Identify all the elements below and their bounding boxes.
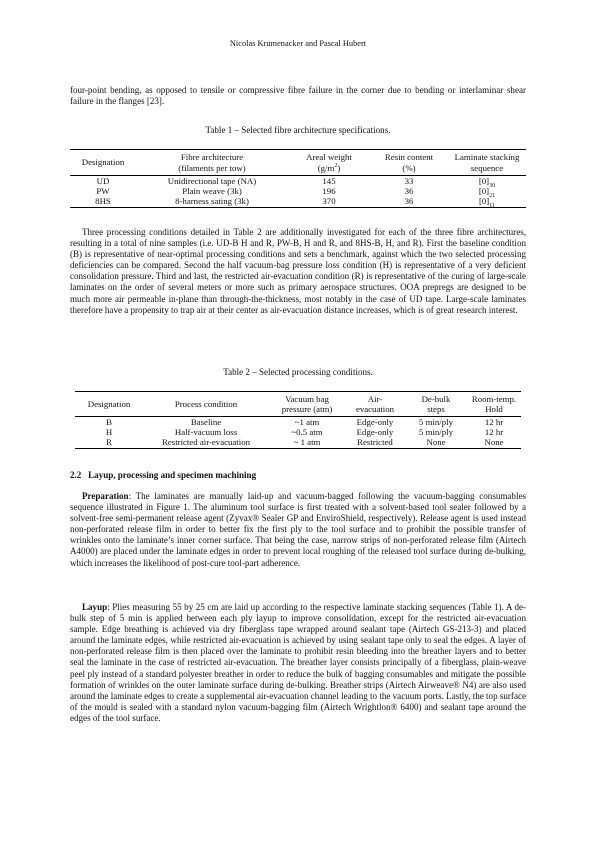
section-heading bbox=[70, 470, 526, 480]
cell-debulk: None bbox=[426, 437, 446, 448]
table2 bbox=[75, 391, 521, 449]
cell-stack: $[0]_{30}$ bbox=[478, 176, 496, 189]
cell-vac: ~0.5 atm bbox=[291, 427, 323, 438]
cell-fibre: Plain weave (3k) bbox=[182, 186, 242, 197]
intro-paragraph: four-point bending, as opposed to tensile or compressive fibre failure in the corner due to bending or interlaminar shear failure in the flanges [23]. bbox=[70, 85, 526, 107]
cell-debulk: 5 min/ply bbox=[419, 417, 453, 427]
table2-col-vac: Vacuum bag pressure (atm) bbox=[269, 392, 345, 417]
layup-label: Layup bbox=[82, 602, 108, 612]
table1-col-areal-l1: Areal weight bbox=[306, 152, 352, 163]
table1-header-row bbox=[70, 150, 526, 176]
cell-designation: B bbox=[106, 417, 112, 427]
cell-areal: 370 bbox=[322, 196, 336, 207]
table1-col-areal bbox=[288, 150, 370, 176]
cell-areal: 145 bbox=[322, 176, 336, 186]
table1-col-stack bbox=[448, 150, 526, 176]
cell-process: Half-vacuum loss bbox=[174, 427, 238, 438]
table1-col-resin-l1: Resin content bbox=[384, 152, 434, 163]
cell-stack: $[0]_{11}$ bbox=[478, 196, 496, 210]
cell-designation: H bbox=[105, 427, 113, 438]
cell-air: Restricted bbox=[357, 437, 393, 448]
cell-hold: None bbox=[484, 437, 504, 448]
table1-col-areal-l2: $(g/m^2)$ bbox=[317, 162, 341, 173]
cell-air: Edge-only bbox=[356, 417, 394, 427]
table2-caption: Table 2 – Selected processing conditions. bbox=[223, 367, 373, 377]
cell-vac: ~ 1 atm bbox=[293, 437, 321, 448]
table1-col-designation: Designation bbox=[70, 150, 136, 176]
cell-designation: UD bbox=[96, 176, 110, 186]
cell-fibre: 8-harness sating (3k) bbox=[175, 196, 249, 207]
cell-resin: 36 bbox=[404, 196, 414, 207]
table1-col-fibre-l2: (filaments per tow) bbox=[178, 162, 246, 173]
cell-designation: R bbox=[106, 437, 112, 448]
section-number: 2.2 bbox=[70, 470, 82, 480]
cell-process: Baseline bbox=[190, 417, 222, 427]
cell-fibre: Unidirectional tape (NA) bbox=[167, 176, 257, 186]
cell-stack: $[0]_{21}$ bbox=[478, 186, 496, 199]
table2-col-air: Air- evacuation bbox=[345, 392, 405, 417]
table2-col-debulk: De-bulk steps bbox=[405, 392, 467, 417]
cell-vac: ~1 atm bbox=[294, 417, 320, 427]
table-row bbox=[75, 417, 521, 428]
table1 bbox=[70, 149, 526, 208]
table1-col-resin-l2: (%) bbox=[402, 162, 416, 173]
cell-designation: 8HS bbox=[95, 196, 111, 207]
cell-areal: 196 bbox=[322, 186, 336, 197]
layup-text: : Plies measuring 55 by 25 cm are laid up according to the respective laminate stacking sequences (Table 1). A de-bulk step of 5 min is applied between each ply layup to improve consolidation, except for the restricted air-evacuation sample. Edge breathing is achieved via dry fiberglass tape wrapped around sealant tape (Airtech GS-213-3) and placed around the laminate edges, while restricted air-evacuation is achieved by using sealant tape only to seal the edges. A layer of non-perforated release film is then placed over the laminate to prohibit resin bleeding into the breather layers and to better seal the laminate in the case of restricted air-evacuation. The breather layer consists principally of a fiberglass, plain-weave peel ply instead of a standard polyester breather in order to reduce the bulk of bagging consumables and mitigate the possible formation of wrinkles on the outer laminate surface during de-bulking. Breather strips (Airtech Airweave® N4) are also used around the laminate edges to create a supplemental air-evacuation channel leading to the vacuum ports. Lastly, the top surface of the mould is sealed with a standard nylon vacuum-bagging film (Airtech Wrightlon® 6400) and sealant tape around the edges of the tool surface. bbox=[70, 602, 526, 723]
running-header: Nicolas Krumenacker and Pascal Hubert bbox=[229, 39, 367, 48]
cell-debulk: 5 min/ply bbox=[419, 427, 453, 438]
cell-resin: 33 bbox=[404, 176, 414, 186]
table-row bbox=[70, 176, 526, 187]
cell-air: Edge-only bbox=[356, 427, 394, 438]
table1-caption: Table 1 – Selected fibre architecture specifications. bbox=[205, 125, 391, 135]
preparation-label: Preparation bbox=[82, 491, 129, 501]
table1-col-stack-l1: Laminate stacking bbox=[454, 152, 520, 163]
table2-col-designation: Designation bbox=[75, 392, 143, 417]
cell-designation: PW bbox=[96, 186, 110, 197]
preparation-paragraph bbox=[70, 491, 526, 569]
cell-process: Restricted air-evacuation bbox=[162, 437, 250, 448]
table1-col-fibre bbox=[136, 150, 288, 176]
cell-resin: 36 bbox=[404, 186, 414, 197]
cell-hold: 12 hr bbox=[484, 427, 504, 438]
table1-col-stack-l2: sequence bbox=[470, 162, 504, 173]
table2-header-row bbox=[75, 392, 521, 417]
table2-col-hold: Room-temp. Hold bbox=[467, 392, 521, 417]
table-row bbox=[75, 437, 521, 448]
preparation-text: : The laminates are manually laid-up and vacuum-bagged following the vacuum-bagging consumables sequence illustrated in Figure 1. The aluminum tool surface is first treated with a solvent-based tool sealer followed by a solvent-free semi-permanent release agent (Zyvax® Sealer GP and EnviroShield, respectively). Release agent is used instead non-perforated release film in order to better fix the first ply to the tool surface and to prohibit the possible transfer of wrinkles onto the laminate’s inner corner surface. That being the case, narrow strips of non-perforated release film (Airtech A4000) are placed under the laminate edges in order to prevent local roughing of the released tool surface during de-bulking, which increases the likelihood of post-cure tool-part adherence. bbox=[70, 491, 526, 568]
layup-paragraph bbox=[70, 602, 526, 724]
table-row bbox=[75, 427, 521, 437]
table-row bbox=[70, 196, 526, 207]
cell-hold: 12 hr bbox=[484, 417, 504, 427]
table1-col-resin bbox=[370, 150, 448, 176]
table2-col-process: Process condition bbox=[143, 392, 269, 417]
conditions-paragraph: Three processing conditions detailed in Table 2 are additionally investigated for each of the three fibre architectures, resulting in a total of nine samples (i.e. UD-B H and R, PW-B, H and R, and 8HS-B, H, and R). First the baseline condition (B) is representative of near-optimal processing conditions and sets a benchmark, against which the two selected processing deficiencies can be compared. Second the half vacuum-bag pressure loss condition (H) is representative of a very deficient consolidation pressure. Third and last, the restricted air-evacuation condition (R) is representative of the curing of large-scale laminates on the order of several meters or more such as primary aerospace structures. OOA prepregs are designed to be much more air permeable in-plane than through-the-thickness, most notably in the case of UD tape. Large-scale laminates therefore have a propensity to trap air at their center as air-evacuation distance increases, which is of great research interest. bbox=[70, 227, 526, 315]
table-row bbox=[70, 186, 526, 196]
table1-col-fibre-l1: Fibre architecture bbox=[180, 152, 244, 163]
section-title: Layup, processing and specimen machining bbox=[88, 470, 257, 480]
